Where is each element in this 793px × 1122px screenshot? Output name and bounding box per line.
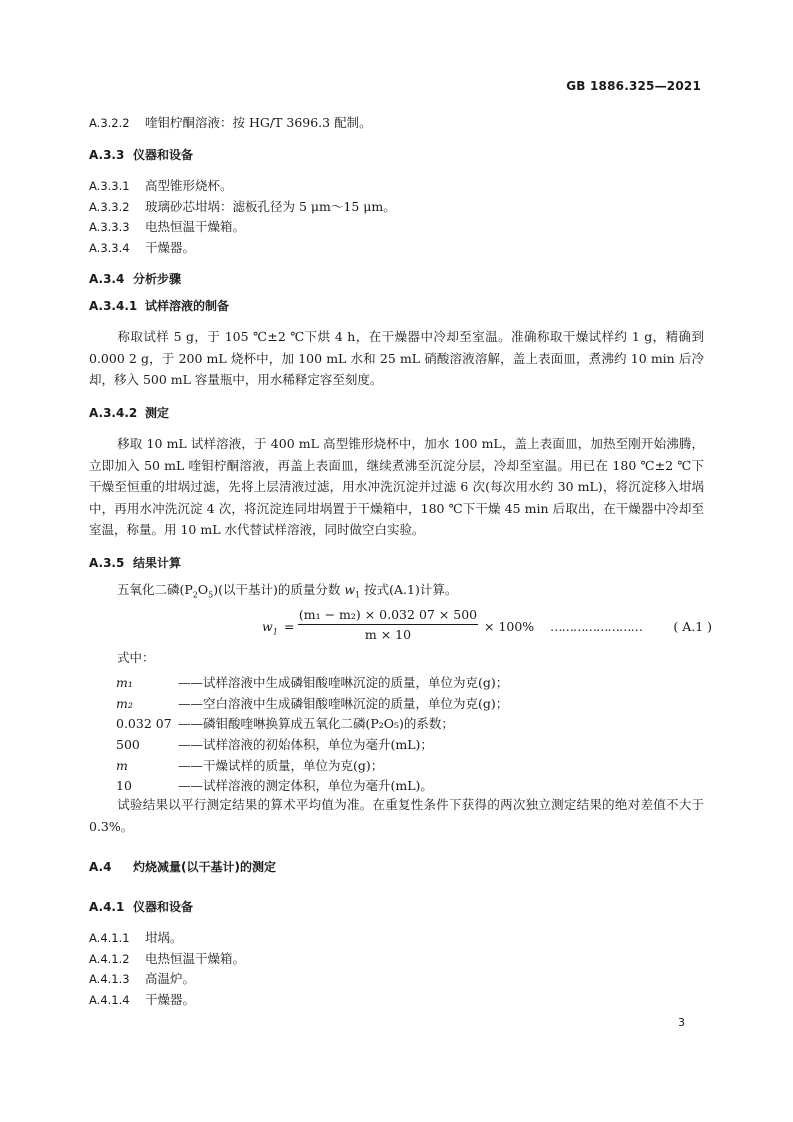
clause-a4-1-1: [89, 932, 183, 945]
clause-number: A.3.3.3: [89, 220, 130, 234]
section-number: A.3.4.2: [89, 406, 138, 420]
clause-a3-3-3: [89, 221, 245, 234]
variable-symbol: 10: [116, 778, 132, 793]
clause-a4-1-3: [89, 973, 195, 986]
formula-denominator: m × 10: [364, 627, 412, 642]
section-heading: 测定: [144, 406, 169, 420]
clause-a3-3-2: [89, 201, 396, 214]
formula-percent: × 100%: [484, 619, 535, 634]
clause-text: 电热恒温干燥箱。: [144, 951, 245, 966]
section-number: A.3.3: [89, 148, 125, 162]
formula-numerator: (m₁ − m₂) × 0.032 07 × 500: [298, 607, 478, 625]
page-number: 3: [678, 1016, 685, 1029]
clause-text: 玻璃砂芯坩埚：滤板孔径为 5 μm～15 μm。: [144, 199, 396, 214]
section-a4-1: [89, 901, 193, 914]
section-heading: 分析步骤: [132, 272, 181, 286]
clause-number: A.3.3.1: [89, 179, 130, 193]
clause-a4-1-4: [89, 994, 195, 1007]
variable-row: [116, 673, 508, 691]
clause-text: 干燥器。: [144, 240, 195, 255]
clause-text: 喹钼柠酮溶液：按 HG/T 3696.3 配制。: [144, 115, 372, 130]
variable-description: ——磷钼酸喹啉换算成五氧化二磷(P₂O₅)的系数；: [178, 716, 454, 731]
clause-text: 坩埚。: [144, 930, 183, 945]
section-number: A.4.1: [89, 900, 125, 914]
paragraph-measurement: 移取 10 mL 试样溶液，于 400 mL 高型锥形烧杯中，加水 100 mL，盖上表面皿，加热至刚开始沸腾，立即加入 50 mL 喹钼柠酮溶液，再盖上表面皿，继续煮沸至沉淀分层，冷却至室温。用已在 180 ℃±2 ℃下干燥至恒重的坩埚过滤，先将上层清液过滤，用水冲洗沉淀并过滤 6 次(每次用水约 30 mL)，将沉淀移入坩埚中，再用水冲洗沉淀 4 次，将沉淀连同坩埚置于干燥箱中，180 ℃下干燥 45 min 后取出，在干燥器中冷却至室温，称量。用 10 mL 水代替试样溶液，同时做空白实验。: [89, 436, 704, 537]
section-heading: 试样溶液的制备: [144, 299, 229, 313]
variable-description: ——空白溶液中生成磷钼酸喹啉沉淀的质量，单位为克(g)；: [178, 696, 509, 711]
calculation-intro: 五氧化二磷$(P_2O_5)$(以干基计)的质量分数 $w_1$ 按式(A.1)计算。: [117, 582, 458, 600]
section-heading: 仪器和设备: [132, 900, 193, 914]
variable-description: ——试样溶液的初始体积，单位为毫升(mL)；: [178, 737, 433, 752]
paragraph-preparation: 称取试样 5 g，于 105 ℃±2 ℃下烘 4 h，在干燥器中冷却至室温。准确称取干燥试样约 1 g，精确到 0.000 2 g，于 200 mL 烧杯中，加 100 mL 水和 25 mL 硝酸溶液溶解，盖上表面皿，煮沸约 10 min 后冷却，移入 500 mL 容量瓶中，用水稀释定容至刻度。: [89, 329, 704, 387]
variable-description: ——试样溶液的测定体积，单位为毫升(mL)。: [178, 778, 433, 793]
variable-row: [116, 756, 383, 774]
formula-leader-dots: ……………………: [550, 619, 642, 634]
clause-a3-2-2: [89, 117, 372, 130]
variable-symbol: m: [116, 758, 128, 773]
section-heading: 结果计算: [132, 556, 181, 570]
variable-symbol: 0.032 07: [116, 716, 172, 731]
paragraph-result: 试验结果以平行测定结果的算术平均值为准。在重复性条件下获得的两次独立测定结果的绝对差值不大于 0.3%。: [89, 797, 704, 834]
formula-fraction: [298, 607, 478, 642]
clause-number: A.4.1.3: [89, 972, 130, 986]
where-label: 式中：: [117, 650, 155, 665]
section-a3-4: [89, 273, 181, 286]
clause-text: 高型锥形烧杯。: [144, 178, 233, 193]
clause-a3-3-1: [89, 180, 233, 193]
section-number: A.3.4.1: [89, 299, 138, 313]
variable-description: ——试样溶液中生成磷钼酸喹啉沉淀的质量，单位为克(g)；: [178, 675, 509, 690]
variable-row: [116, 694, 508, 712]
clause-text: 干燥器。: [144, 992, 195, 1007]
section-number: A.3.5: [89, 556, 125, 570]
clause-number: A.3.3.2: [89, 200, 130, 214]
section-a3-5: [89, 557, 181, 570]
variable-symbol: m₂: [116, 696, 133, 711]
section-number: A.3.4: [89, 272, 125, 286]
section-heading: 仪器和设备: [132, 148, 193, 162]
clause-number: A.3.3.4: [89, 241, 130, 255]
clause-number: A.4.1.2: [89, 952, 130, 966]
standard-number: GB 1886.325—2021: [566, 79, 701, 93]
clause-text: 电热恒温干燥箱。: [144, 219, 245, 234]
section-a3-4-2: [89, 407, 169, 420]
variable-description: ——干燥试样的质量，单位为克(g)；: [178, 758, 384, 773]
variable-row: [116, 735, 433, 753]
section-a3-3: [89, 149, 193, 162]
section-a4: [89, 861, 276, 874]
equals-sign: =: [284, 619, 295, 634]
variable-symbol: m₁: [116, 675, 133, 690]
clause-a3-3-4: [89, 242, 195, 255]
section-a3-4-1: [89, 300, 229, 313]
variable-row: [116, 776, 433, 794]
formula-lhs: $w_1$: [262, 619, 278, 637]
clause-number: A.4.1.4: [89, 993, 130, 1007]
clause-number: A.3.2.2: [89, 116, 130, 130]
clause-a4-1-2: [89, 953, 245, 966]
clause-number: A.4.1.1: [89, 931, 130, 945]
variable-row: [116, 714, 454, 732]
clause-text: 高温炉。: [144, 971, 195, 986]
variable-symbol: 500: [116, 737, 140, 752]
section-number: A.4: [89, 860, 112, 874]
section-heading: 灼烧减量(以干基计)的测定: [132, 860, 276, 874]
formula-a1: [262, 607, 712, 649]
equation-number: ( A.1 ): [673, 619, 712, 634]
